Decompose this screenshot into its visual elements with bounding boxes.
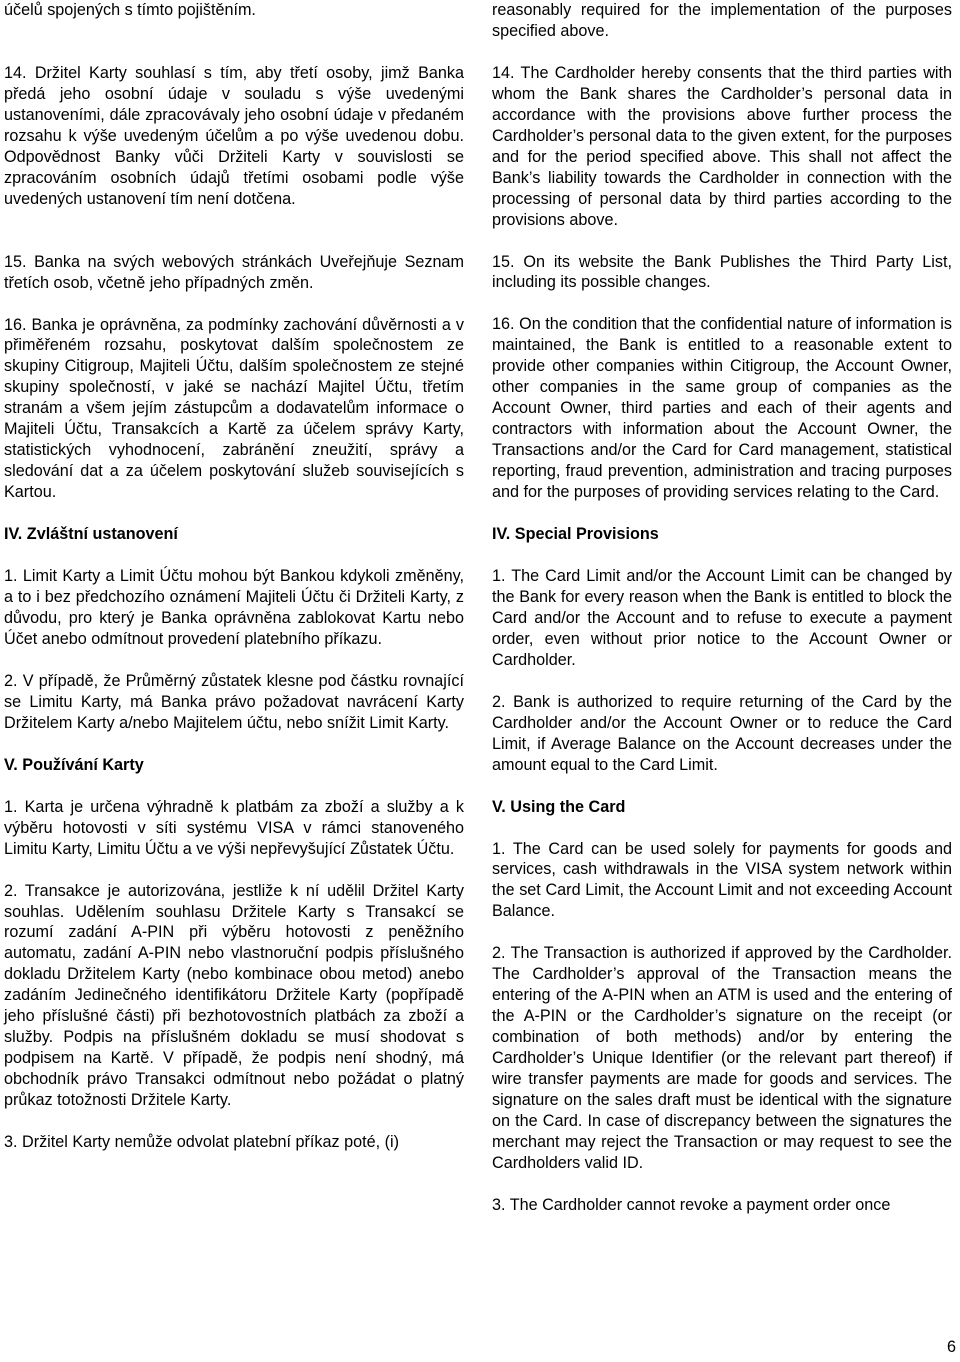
cz-paragraph-15: 15. Banka na svých webových stránkách Uveřejňuje Seznam třetích osob, včetně jeho případných změn. [4,252,464,292]
cz-paragraph-v-2: 2. Transakce je autorizována, jestliže k ní udělil Držitel Karty souhlas. Udělením souhlasu Držitele Karty s Transakcí se rozumí zadání A-PIN při výběru hotovosti z peněžního automatu, zadání A-PIN nebo vlastnoruční podpis příslušného dokladu Držitelem Karty (nebo kombinace obou metod) anebo zadáním Jedinečného identifikátoru Držitele Karty (popřípadě jeho příslušné části) při bezhotovostních platbách za zboží a služby. Podpis na příslušném dokladu se musí shodovat s podpisem na Kartě. V případě, že podpis není shodný, má obchodník právo Transakci odmítnout nebo požádat o platný průkaz totožnosti Držitele Karty. [4,881,464,1110]
en-paragraph-iv-2: 2. Bank is authorized to require returning of the Card by the Cardholder and/or the Account Owner or to reduce the Card Limit, if Average Balance on the Account decreases under the amount equal to the Card Limit. [492,692,952,774]
en-paragraph-16: 16. On the condition that the confidential nature of information is maintained, the Bank is entitled to a reasonable extent to provide other companies within Citigroup, the Account Owner, other companies in the same group of companies as the Account Owner, third parties and each of their agents and contractors with information about the Account Owner, the Transactions and/or the Card for Card management, statistical reporting, fraud prevention, administration and tracing purposes and for the purposes of providing services relating to the Card. [492,315,952,502]
en-heading-special-provisions: IV. Special Provisions [492,525,659,544]
en-paragraph-15: 15. On its website the Bank Publishes the Third Party List, including its possible changes. [492,252,952,292]
cz-paragraph-iv-1: 1. Limit Karty a Limit Účtu mohou být Bankou kdykoli změněny, a to i bez předchozího oznámení Majiteli Účtu či Držiteli Karty, z důvodu, pro který je Banka oprávněna zablokovat Kartu nebo Účet anebo odmítnout provedení platebního příkazu. [4,567,464,648]
en-paragraph-v-1: 1. The Card can be used solely for payments for goods and services, cash withdrawals in the VISA system network within the set Card Limit, the Account Limit and not exceeding Account Balance. [492,839,952,921]
en-paragraph-v-3: 3. The Cardholder cannot revoke a payment order once [492,1195,891,1214]
en-paragraph-iv-1: 1. The Card Limit and/or the Account Limit can be changed by the Bank for every reason when the Bank is entitled to block the Card and/or the Account and to refuse to execute a payment order, even without prior notice to the Account Owner or Cardholder. [492,566,952,669]
cz-paragraph-14: 14. Držitel Karty souhlasí s tím, aby třetí osoby, jimž Banka předá jeho osobní údaje v souladu s výše uvedenými ustanoveními, dále zpracovávaly jeho osobní údaje v předaném rozsahu k výše uvedeným účelům a po výše uvedenou dobu. Odpovědnost Banky vůči Držiteli Karty v souvislosti se zpracováním osobních údajů třetími osobami podle výše uvedených ustanovení tím není dotčena. [4,63,464,208]
czech-column [4,0,464,1153]
en-heading-using-card: V. Using the Card [492,797,626,816]
cz-paragraph-16: 16. Banka je oprávněna, za podmínky zachování důvěrnosti a v přiměřeném rozsahu, poskytovat dalším společnostem ze skupiny Citigroup, Majiteli Účtu, dalším společnostem ze stejné skupiny společností, v jaké se nachází Majitel Účtu, třetím stranám a všem jejím zástupcům a dodavatelům informace o Majiteli Účtu, Transakcích a Kartě za účelem správy Karty, statistických vyhodnocení, zabránění zneužití, správy a sledování dat a za účelem poskytování služeb souvisejících s Kartou. [4,315,464,502]
cz-heading-using-card: V. Používání Karty [4,755,144,774]
english-column [492,0,952,1216]
page-number: 6 [946,1338,956,1356]
cz-paragraph-iv-2: 2. V případě, že Průměrný zůstatek klesne pod částku rovnající se Limitu Karty, má Banka právo požadovat navrácení Karty Držitelem Karty a/nebo Majitelem účtu, nebo snížit Limit Karty. [4,671,464,732]
en-paragraph-v-2: 2. The Transaction is authorized if approved by the Cardholder. The Cardholder’s approval of the Transaction means the entering of the A-PIN when an ATM is used and the entering of the A-PIN or the Cardholder’s signature on the receipt (or combination of both methods) and/or by entering the Cardholder’s Unique Identifier (or the relevant part thereof) if wire transfer payments are made for goods and services. The signature on the sales draft must be identical with the signature on the Card. In case of discrepancy between the signatures the merchant may reject the Transaction or may request to see the Cardholders valid ID. [492,944,952,1172]
cz-continuation-paragraph: účelů spojených s tímto pojištěním. [4,1,256,19]
en-paragraph-14: 14. The Cardholder hereby consents that the third parties with whom the Bank shares the Cardholder’s personal data in accordance with the provisions above further process the Cardholder’s personal data to the given extent, for the purposes and for the period specified above. This shall not affect the Bank’s liability towards the Cardholder in connection with the processing of personal data by third parties according to the provisions above. [492,63,952,229]
en-continuation-paragraph: reasonably required for the implementation of the purposes specified above. [492,1,952,40]
cz-paragraph-v-1: 1. Karta je určena výhradně k platbám za zboží a služby a k výběru hotovosti v síti systému VISA v rámci stanoveného Limitu Karty, Limitu Účtu a ve výši nepřevyšující Zůstatek Účtu. [4,797,464,858]
cz-heading-special-provisions: IV. Zvláštní ustanovení [4,525,178,544]
cz-paragraph-v-3: 3. Držitel Karty nemůže odvolat platební příkaz poté, (i) [4,1133,399,1152]
